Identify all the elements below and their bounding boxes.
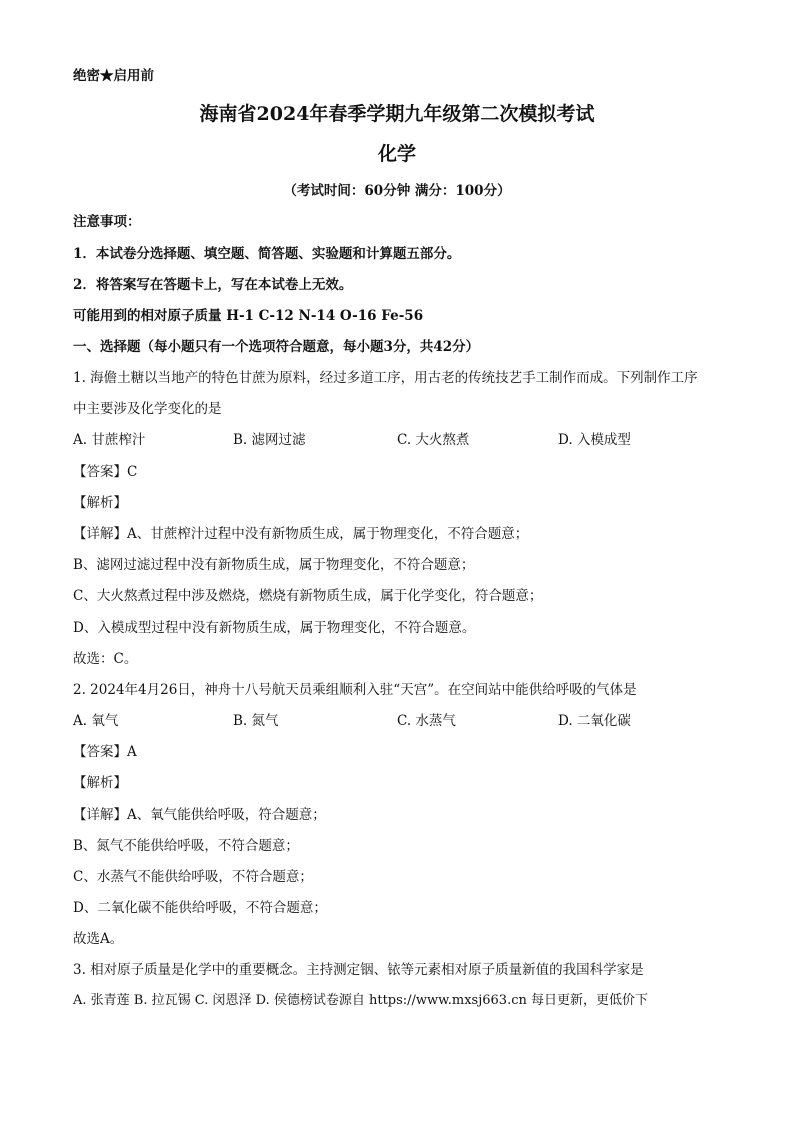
answer-label: 【答案】C bbox=[73, 464, 138, 480]
question-stem: 1. 海儋土糖以当地产的特色甘蔗为原料，经过多道工序，用古老的传统技艺手工制作而成。下列制作工序 bbox=[73, 370, 698, 386]
option-b: B. 滤网过滤 bbox=[233, 432, 306, 448]
detail-line: D、入模成型过程中没有新物质生成，属于物理变化，不符合题意。 bbox=[73, 620, 476, 636]
note-item: 2．将答案写在答题卡上，写在本试卷上无效。 bbox=[73, 277, 353, 293]
analysis-label: 【解析】 bbox=[73, 775, 127, 791]
confidential-label: 绝密★启用前 bbox=[73, 68, 154, 84]
detail-line: 故选：C。 bbox=[73, 651, 138, 667]
option-b: B. 氮气 bbox=[233, 713, 279, 729]
analysis-label: 【解析】 bbox=[73, 495, 127, 511]
option-d: D. 入模成型 bbox=[558, 432, 631, 448]
detail-line: 故选A。 bbox=[73, 931, 124, 947]
question-stem: 2. 2024年4月26日，神舟十八号航天员乘组顺利入驻“天宫”。在空间站中能供给呼吸的气体是 bbox=[73, 682, 637, 698]
notes-heading: 注意事项： bbox=[73, 214, 141, 230]
answer-label: 【答案】A bbox=[73, 744, 137, 760]
option-c: C. 大火熬煮 bbox=[397, 432, 470, 448]
option-a: A. 氧气 bbox=[73, 713, 119, 729]
section-heading: 一、选择题（每小题只有一个选项符合题意，每小题3分，共42分） bbox=[73, 339, 480, 355]
detail-line: B、滤网过滤过程中没有新物质生成，属于物理变化，不符合题意； bbox=[73, 557, 475, 573]
option-a: A. 甘蔗榨汁 bbox=[73, 432, 146, 448]
question-stem: 中主要涉及化学变化的是 bbox=[73, 401, 222, 417]
question-stem: 3. 相对原子质量是化学中的重要概念。主持测定铟、铱等元素相对原子质量新值的我国科学家是 bbox=[73, 962, 644, 978]
detail-line: C、大火熬煮过程中涉及燃烧，燃烧有新物质生成，属于化学变化，符合题意； bbox=[73, 588, 543, 604]
exam-title: 海南省2024年春季学期九年级第二次模拟考试 bbox=[199, 103, 595, 125]
exam-info: （考试时间：60分钟 满分：100分） bbox=[283, 183, 511, 199]
detail-line: C、水蒸气不能供给呼吸，不符合题意； bbox=[73, 869, 313, 885]
options-line: A. 张青莲 B. 拉瓦锡 C. 闵恩泽 D. 侯德榜试卷源自 https://www.mxsj663.cn 每日更新，更低价下 bbox=[73, 993, 648, 1008]
detail-line: 【详解】A、氧气能供给呼吸，符合题意； bbox=[73, 807, 326, 823]
detail-line: B、氮气不能供给呼吸，不符合题意； bbox=[73, 838, 299, 854]
detail-line: D、二氧化碳不能供给呼吸，不符合题意； bbox=[73, 900, 327, 916]
subject-title: 化学 bbox=[377, 143, 416, 165]
atomic-mass-note: 可能用到的相对原子质量 H-1 C-12 N-14 O-16 Fe-56 bbox=[73, 308, 424, 324]
detail-line: 【详解】A、甘蔗榨汁过程中没有新物质生成，属于物理变化，不符合题意； bbox=[73, 526, 529, 542]
option-d: D. 二氧化碳 bbox=[558, 713, 631, 729]
option-c: C. 水蒸气 bbox=[397, 713, 456, 729]
note-item: 1．本试卷分选择题、填空题、简答题、实验题和计算题五部分。 bbox=[73, 246, 461, 262]
